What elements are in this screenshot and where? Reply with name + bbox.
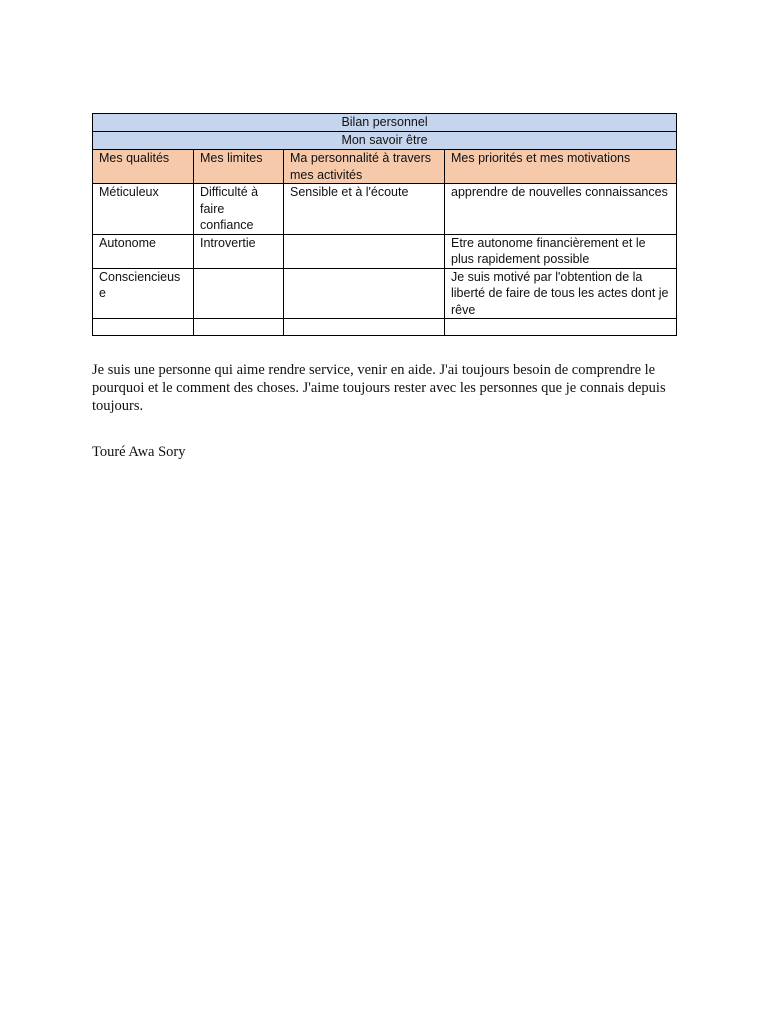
bilan-table — [92, 113, 677, 336]
header-cell-limites: Mes limites — [194, 150, 284, 184]
table-cell: apprendre de nouvelles connaissances — [445, 184, 677, 235]
table-cell — [194, 319, 284, 336]
table-cell: Autonome — [93, 234, 194, 268]
header-cell-qualites: Mes qualités — [93, 150, 194, 184]
signature-name: Touré Awa Sory — [92, 444, 186, 460]
table-cell: Méticuleux — [93, 184, 194, 235]
table-cell — [284, 319, 445, 336]
table-subtitle-row — [93, 132, 677, 150]
table-cell: Difficulté à faire confiance — [194, 184, 284, 235]
table-cell — [284, 268, 445, 319]
table-cell: Introvertie — [194, 234, 284, 268]
table-row — [93, 184, 677, 235]
table-cell: Etre autonome financièrement et le plus rapidement possible — [445, 234, 677, 268]
table-cell — [93, 319, 194, 336]
header-cell-personnalite: Ma personnalité à travers mes activités — [284, 150, 445, 184]
table-cell — [194, 268, 284, 319]
table-header-row — [93, 150, 677, 184]
table-cell: Je suis motivé par l'obtention de la liberté de faire de tous les actes dont je rêve — [445, 268, 677, 319]
header-cell-priorites: Mes priorités et mes motivations — [445, 150, 677, 184]
table-cell — [284, 234, 445, 268]
body-paragraph: Je suis une personne qui aime rendre service, venir en aide. J'ai toujours besoin de comprendre le pourquoi et le comment des choses. J'aime toujours rester avec les personnes que je connais depuis toujours. — [92, 362, 666, 414]
table-cell: Sensible et à l'écoute — [284, 184, 445, 235]
table-cell — [445, 319, 677, 336]
table-title: Bilan personnel — [93, 114, 677, 132]
table-cell: Consciencieuse — [93, 268, 194, 319]
table-row — [93, 234, 677, 268]
table-title-row — [93, 114, 677, 132]
table-row — [93, 319, 677, 336]
table-row — [93, 268, 677, 319]
table-subtitle: Mon savoir être — [93, 132, 677, 150]
